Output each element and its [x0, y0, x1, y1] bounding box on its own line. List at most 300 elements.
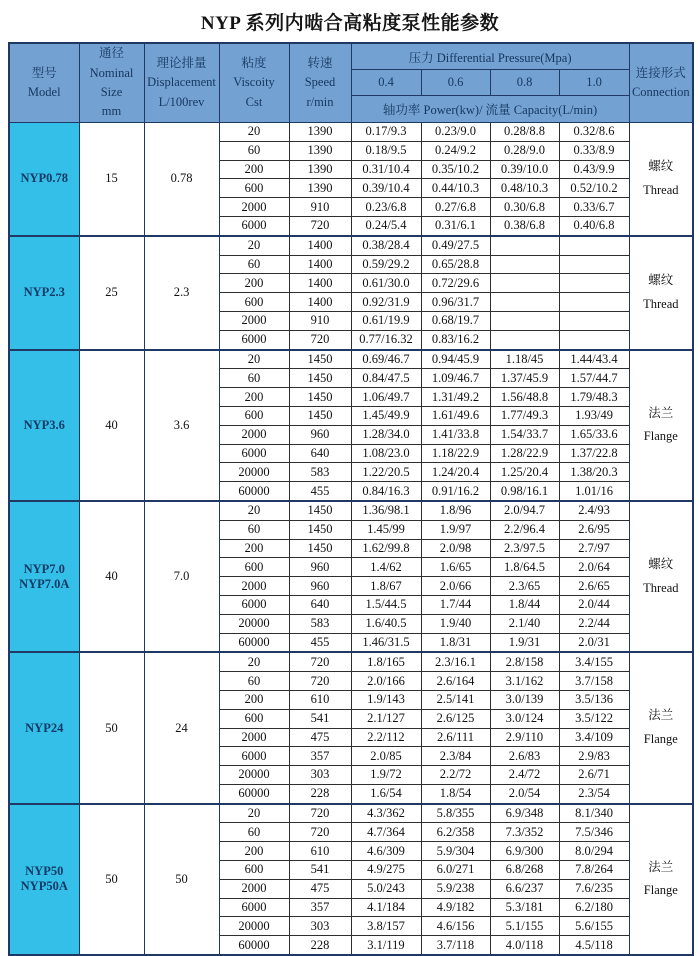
- speed-cell: 1400: [289, 255, 351, 274]
- power-capacity-cell: 2.6/125: [421, 709, 490, 728]
- power-capacity-cell: 0.30/6.8: [490, 198, 559, 217]
- viscosity-cell: 200: [219, 160, 289, 179]
- speed-cell: 1450: [289, 350, 351, 369]
- power-capacity-cell: 3.1/162: [490, 672, 559, 691]
- power-capacity-cell: 2.8/158: [490, 652, 559, 671]
- power-capacity-cell: 0.27/6.8: [421, 198, 490, 217]
- power-capacity-cell: 1.6/65: [421, 558, 490, 577]
- power-capacity-cell: 6.8/268: [490, 861, 559, 880]
- speed-cell: 1450: [289, 520, 351, 539]
- power-capacity-cell: 0.28/8.8: [490, 123, 559, 142]
- power-capacity-cell: 1.93/49: [559, 406, 629, 425]
- power-capacity-cell: [490, 274, 559, 293]
- header-model: [9, 43, 79, 123]
- viscosity-cell: 2000: [219, 577, 289, 596]
- power-capacity-cell: [559, 330, 629, 349]
- power-capacity-cell: 1.08/23.0: [351, 444, 421, 463]
- power-capacity-cell: 1.77/49.3: [490, 406, 559, 425]
- speed-cell: 583: [289, 614, 351, 633]
- power-capacity-cell: 6.0/271: [421, 861, 490, 880]
- speed-cell: 640: [289, 595, 351, 614]
- power-capacity-cell: [490, 293, 559, 312]
- power-capacity-cell: 0.65/28.8: [421, 255, 490, 274]
- power-capacity-cell: 0.49/27.5: [421, 236, 490, 255]
- power-capacity-cell: 7.3/352: [490, 823, 559, 842]
- power-capacity-cell: 0.61/30.0: [351, 274, 421, 293]
- speed-cell: 910: [289, 198, 351, 217]
- power-capacity-cell: 1.8/165: [351, 652, 421, 671]
- speed-cell: 583: [289, 463, 351, 482]
- power-capacity-cell: 1.09/46.7: [421, 369, 490, 388]
- speed-cell: 1450: [289, 406, 351, 425]
- header-model-zh: 型号: [31, 65, 57, 80]
- header-displacement-unit: L/100rev: [158, 94, 205, 109]
- speed-cell: 610: [289, 842, 351, 861]
- speed-cell: 1400: [289, 274, 351, 293]
- power-capacity-cell: 5.3/181: [490, 898, 559, 917]
- viscosity-cell: 2000: [219, 425, 289, 444]
- header-model-en: Model: [27, 85, 61, 99]
- header-row-1: [9, 43, 693, 70]
- power-capacity-cell: 2.6/83: [490, 747, 559, 766]
- speed-cell: 228: [289, 784, 351, 803]
- viscosity-cell: 6000: [219, 330, 289, 349]
- viscosity-cell: 600: [219, 709, 289, 728]
- power-capacity-cell: 2.6/111: [421, 728, 490, 747]
- power-capacity-cell: 0.39/10.4: [351, 179, 421, 198]
- power-capacity-cell: 6.9/348: [490, 804, 559, 823]
- speed-cell: 960: [289, 577, 351, 596]
- power-capacity-cell: 1.18/45: [490, 350, 559, 369]
- power-capacity-cell: [490, 255, 559, 274]
- power-capacity-cell: 3.0/139: [490, 690, 559, 709]
- power-capacity-cell: 1.25/20.4: [490, 463, 559, 482]
- viscosity-cell: 60: [219, 520, 289, 539]
- viscosity-cell: 6000: [219, 216, 289, 235]
- power-capacity-cell: 5.8/355: [421, 804, 490, 823]
- viscosity-cell: 60: [219, 672, 289, 691]
- power-capacity-cell: 1.79/48.3: [559, 388, 629, 407]
- power-capacity-cell: 0.38/28.4: [351, 236, 421, 255]
- power-capacity-cell: 2.3/16.1: [421, 652, 490, 671]
- header-viscosity: [219, 43, 289, 123]
- speed-cell: 1450: [289, 539, 351, 558]
- speed-cell: 1450: [289, 388, 351, 407]
- power-capacity-cell: 3.7/118: [421, 936, 490, 955]
- power-capacity-cell: 1.8/67: [351, 577, 421, 596]
- power-capacity-cell: 2.2/44: [559, 614, 629, 633]
- header-pressure-1.0: 1.0: [559, 70, 629, 96]
- displacement-cell: 0.78: [144, 123, 219, 236]
- power-capacity-cell: 0.31/10.4: [351, 160, 421, 179]
- power-capacity-cell: 3.8/157: [351, 917, 421, 936]
- viscosity-cell: 60000: [219, 784, 289, 803]
- power-capacity-cell: 1.22/20.5: [351, 463, 421, 482]
- power-capacity-cell: 1.41/33.8: [421, 425, 490, 444]
- power-capacity-cell: 3.5/136: [559, 690, 629, 709]
- viscosity-cell: 20000: [219, 463, 289, 482]
- power-capacity-cell: 1.4/62: [351, 558, 421, 577]
- viscosity-cell: 20: [219, 652, 289, 671]
- viscosity-cell: 20000: [219, 614, 289, 633]
- header-displacement: [144, 43, 219, 123]
- header-nominal-zh: 通径: [98, 46, 124, 61]
- power-capacity-cell: 0.28/9.0: [490, 141, 559, 160]
- viscosity-cell: 200: [219, 274, 289, 293]
- speed-cell: 720: [289, 672, 351, 691]
- model-cell: NYP7.0 NYP7.0A: [9, 501, 79, 652]
- power-capacity-cell: 2.0/94.7: [490, 501, 559, 520]
- power-capacity-cell: 2.3/54: [559, 784, 629, 803]
- viscosity-cell: 6000: [219, 595, 289, 614]
- power-capacity-cell: 0.48/10.3: [490, 179, 559, 198]
- power-capacity-cell: 1.38/20.3: [559, 463, 629, 482]
- model-cell: NYP2.3: [9, 236, 79, 350]
- speed-cell: 610: [289, 690, 351, 709]
- power-capacity-cell: 1.45/49.9: [351, 406, 421, 425]
- viscosity-cell: 20: [219, 804, 289, 823]
- power-capacity-cell: 1.8/54: [421, 784, 490, 803]
- power-capacity-cell: 1.06/49.7: [351, 388, 421, 407]
- connection-cell: 螺纹 Thread: [629, 501, 693, 652]
- viscosity-cell: 2000: [219, 311, 289, 330]
- power-capacity-cell: 0.24/9.2: [421, 141, 490, 160]
- power-capacity-cell: [490, 236, 559, 255]
- speed-cell: 228: [289, 936, 351, 955]
- header-speed-unit: r/min: [306, 94, 334, 109]
- power-capacity-cell: 1.46/31.5: [351, 633, 421, 652]
- power-capacity-cell: 1.6/40.5: [351, 614, 421, 633]
- table-row: [9, 350, 693, 369]
- power-capacity-cell: 0.52/10.2: [559, 179, 629, 198]
- power-capacity-cell: [559, 311, 629, 330]
- model-cell: NYP3.6: [9, 350, 79, 501]
- power-capacity-cell: 4.6/309: [351, 842, 421, 861]
- power-capacity-cell: 2.0/66: [421, 577, 490, 596]
- power-capacity-cell: 0.77/16.32: [351, 330, 421, 349]
- speed-cell: 720: [289, 216, 351, 235]
- viscosity-cell: 2000: [219, 198, 289, 217]
- speed-cell: 541: [289, 861, 351, 880]
- speed-cell: 910: [289, 311, 351, 330]
- viscosity-cell: 20: [219, 236, 289, 255]
- power-capacity-cell: 2.4/93: [559, 501, 629, 520]
- power-capacity-cell: 3.7/158: [559, 672, 629, 691]
- power-capacity-cell: 0.43/9.9: [559, 160, 629, 179]
- header-nominal-unit: mm: [101, 104, 122, 119]
- viscosity-cell: 60: [219, 141, 289, 160]
- header-speed-en: Speed: [304, 75, 336, 90]
- power-capacity-cell: 0.84/16.3: [351, 482, 421, 501]
- nominal-size-cell: 50: [79, 652, 144, 803]
- power-capacity-cell: 0.83/16.2: [421, 330, 490, 349]
- power-capacity-cell: 3.4/155: [559, 652, 629, 671]
- nominal-size-cell: 15: [79, 123, 144, 236]
- connection-cell: 法兰 Flange: [629, 350, 693, 501]
- power-capacity-cell: 2.9/83: [559, 747, 629, 766]
- viscosity-cell: 60000: [219, 633, 289, 652]
- viscosity-cell: 2000: [219, 879, 289, 898]
- power-capacity-cell: 4.9/182: [421, 898, 490, 917]
- viscosity-cell: 20000: [219, 917, 289, 936]
- power-capacity-cell: 6.6/237: [490, 879, 559, 898]
- speed-cell: 303: [289, 917, 351, 936]
- power-capacity-cell: [559, 236, 629, 255]
- power-capacity-cell: 1.37/45.9: [490, 369, 559, 388]
- nominal-size-cell: 25: [79, 236, 144, 350]
- power-capacity-cell: 1.7/44: [421, 595, 490, 614]
- power-capacity-cell: 2.9/110: [490, 728, 559, 747]
- power-capacity-cell: 0.35/10.2: [421, 160, 490, 179]
- power-capacity-cell: 0.96/31.7: [421, 293, 490, 312]
- power-capacity-cell: 2.0/44: [559, 595, 629, 614]
- viscosity-cell: 200: [219, 539, 289, 558]
- power-capacity-cell: 0.18/9.5: [351, 141, 421, 160]
- power-capacity-cell: 1.01/16: [559, 482, 629, 501]
- power-capacity-cell: 2.0/54: [490, 784, 559, 803]
- speed-cell: 1390: [289, 123, 351, 142]
- power-capacity-cell: 2.2/72: [421, 766, 490, 785]
- nominal-size-cell: 40: [79, 350, 144, 501]
- power-capacity-cell: 0.92/31.9: [351, 293, 421, 312]
- header-nominal-size: [79, 43, 144, 123]
- speed-cell: 720: [289, 330, 351, 349]
- viscosity-cell: 200: [219, 690, 289, 709]
- viscosity-cell: 600: [219, 179, 289, 198]
- power-capacity-cell: 3.5/122: [559, 709, 629, 728]
- speed-cell: 640: [289, 444, 351, 463]
- connection-cell: 法兰 Flange: [629, 804, 693, 955]
- table-body: [9, 123, 693, 956]
- power-capacity-cell: 2.2/96.4: [490, 520, 559, 539]
- power-capacity-cell: [559, 274, 629, 293]
- table-row: [9, 236, 693, 255]
- speed-cell: 720: [289, 652, 351, 671]
- header-displacement-zh: 理论排量: [156, 55, 207, 70]
- power-capacity-cell: 3.0/124: [490, 709, 559, 728]
- speed-cell: 541: [289, 709, 351, 728]
- power-capacity-cell: 6.9/300: [490, 842, 559, 861]
- header-viscosity-zh: 粘度: [241, 55, 267, 70]
- header-power-capacity: 轴功率 Power(kw)/ 流量 Capacity(L/min): [351, 96, 629, 123]
- page-title: NYP 系列内啮合高粘度泵性能参数: [200, 13, 500, 34]
- power-capacity-cell: 2.2/112: [351, 728, 421, 747]
- speed-cell: 1400: [289, 293, 351, 312]
- nominal-size-cell: 50: [79, 804, 144, 955]
- power-capacity-cell: 2.6/164: [421, 672, 490, 691]
- power-capacity-cell: 1.37/22.8: [559, 444, 629, 463]
- speed-cell: 303: [289, 766, 351, 785]
- power-capacity-cell: 1.6/54: [351, 784, 421, 803]
- power-capacity-cell: 1.62/99.8: [351, 539, 421, 558]
- header-displacement-en: Displacement: [147, 75, 216, 90]
- power-capacity-cell: 2.5/141: [421, 690, 490, 709]
- header-viscosity-unit: Cst: [245, 94, 263, 109]
- power-capacity-cell: 1.28/34.0: [351, 425, 421, 444]
- header-connection-zh: 连接形式: [635, 65, 686, 80]
- nominal-size-cell: 40: [79, 501, 144, 652]
- table-row: [9, 501, 693, 520]
- power-capacity-cell: 0.59/29.2: [351, 255, 421, 274]
- viscosity-cell: 60000: [219, 482, 289, 501]
- power-capacity-cell: 1.9/40: [421, 614, 490, 633]
- power-capacity-cell: 2.1/40: [490, 614, 559, 633]
- power-capacity-cell: [490, 311, 559, 330]
- header-pressure-group: 压力 Differential Pressure(Mpa): [351, 43, 629, 70]
- power-capacity-cell: 2.6/65: [559, 577, 629, 596]
- power-capacity-cell: 0.98/16.1: [490, 482, 559, 501]
- power-capacity-cell: 1.9/72: [351, 766, 421, 785]
- power-capacity-cell: 2.3/65: [490, 577, 559, 596]
- viscosity-cell: 6000: [219, 898, 289, 917]
- power-capacity-cell: 0.23/9.0: [421, 123, 490, 142]
- connection-cell: 螺纹 Thread: [629, 236, 693, 350]
- power-capacity-cell: 2.6/71: [559, 766, 629, 785]
- model-cell: NYP24: [9, 652, 79, 803]
- speed-cell: 1450: [289, 369, 351, 388]
- viscosity-cell: 20: [219, 123, 289, 142]
- power-capacity-cell: 4.3/362: [351, 804, 421, 823]
- viscosity-cell: 600: [219, 558, 289, 577]
- viscosity-cell: 600: [219, 861, 289, 880]
- power-capacity-cell: 0.38/6.8: [490, 216, 559, 235]
- speed-cell: 475: [289, 728, 351, 747]
- power-capacity-cell: [559, 293, 629, 312]
- header-pressure-0.8: 0.8: [490, 70, 559, 96]
- power-capacity-cell: 0.84/47.5: [351, 369, 421, 388]
- model-cell: NYP0.78: [9, 123, 79, 236]
- power-capacity-cell: 4.6/156: [421, 917, 490, 936]
- speed-cell: 960: [289, 425, 351, 444]
- speed-cell: 455: [289, 482, 351, 501]
- power-capacity-cell: 3.4/109: [559, 728, 629, 747]
- power-capacity-cell: 1.18/22.9: [421, 444, 490, 463]
- header-connection: [629, 43, 693, 123]
- speed-cell: 720: [289, 804, 351, 823]
- displacement-cell: 3.6: [144, 350, 219, 501]
- viscosity-cell: 200: [219, 388, 289, 407]
- performance-table: [8, 42, 694, 956]
- power-capacity-cell: 4.1/184: [351, 898, 421, 917]
- table-row: [9, 123, 693, 142]
- power-capacity-cell: 2.4/72: [490, 766, 559, 785]
- viscosity-cell: 60: [219, 823, 289, 842]
- power-capacity-cell: 1.36/98.1: [351, 501, 421, 520]
- power-capacity-cell: 5.9/238: [421, 879, 490, 898]
- power-capacity-cell: 4.9/275: [351, 861, 421, 880]
- power-capacity-cell: 7.6/235: [559, 879, 629, 898]
- speed-cell: 1390: [289, 141, 351, 160]
- power-capacity-cell: 1.28/22.9: [490, 444, 559, 463]
- power-capacity-cell: 2.6/95: [559, 520, 629, 539]
- speed-cell: 1450: [289, 501, 351, 520]
- power-capacity-cell: 2.3/97.5: [490, 539, 559, 558]
- power-capacity-cell: 0.91/16.2: [421, 482, 490, 501]
- power-capacity-cell: 1.8/44: [490, 595, 559, 614]
- power-capacity-cell: 1.45/99: [351, 520, 421, 539]
- speed-cell: 357: [289, 747, 351, 766]
- table-row: [9, 652, 693, 671]
- displacement-cell: 24: [144, 652, 219, 803]
- speed-cell: 1390: [289, 179, 351, 198]
- power-capacity-cell: 0.72/29.6: [421, 274, 490, 293]
- power-capacity-cell: 3.1/119: [351, 936, 421, 955]
- header-speed-zh: 转速: [307, 55, 333, 70]
- power-capacity-cell: 2.1/127: [351, 709, 421, 728]
- power-capacity-cell: [490, 330, 559, 349]
- power-capacity-cell: 0.40/6.8: [559, 216, 629, 235]
- table-row: [9, 804, 693, 823]
- power-capacity-cell: 1.56/48.8: [490, 388, 559, 407]
- speed-cell: 960: [289, 558, 351, 577]
- power-capacity-cell: 4.7/364: [351, 823, 421, 842]
- power-capacity-cell: 1.9/97: [421, 520, 490, 539]
- power-capacity-cell: 0.24/5.4: [351, 216, 421, 235]
- viscosity-cell: 6000: [219, 444, 289, 463]
- power-capacity-cell: 0.17/9.3: [351, 123, 421, 142]
- connection-cell: 螺纹 Thread: [629, 123, 693, 236]
- power-capacity-cell: 4.5/118: [559, 936, 629, 955]
- viscosity-cell: 20: [219, 501, 289, 520]
- header-pressure-0.4: 0.4: [351, 70, 421, 96]
- viscosity-cell: 20: [219, 350, 289, 369]
- power-capacity-cell: 6.2/180: [559, 898, 629, 917]
- power-capacity-cell: 2.7/97: [559, 539, 629, 558]
- power-capacity-cell: 0.31/6.1: [421, 216, 490, 235]
- power-capacity-cell: 5.0/243: [351, 879, 421, 898]
- header-speed: [289, 43, 351, 123]
- power-capacity-cell: 1.9/31: [490, 633, 559, 652]
- power-capacity-cell: 1.8/31: [421, 633, 490, 652]
- power-capacity-cell: 0.61/19.9: [351, 311, 421, 330]
- power-capacity-cell: 2.0/64: [559, 558, 629, 577]
- power-capacity-cell: 1.57/44.7: [559, 369, 629, 388]
- power-capacity-cell: 5.1/155: [490, 917, 559, 936]
- connection-cell: 法兰 Flange: [629, 652, 693, 803]
- power-capacity-cell: 7.8/264: [559, 861, 629, 880]
- power-capacity-cell: 6.2/358: [421, 823, 490, 842]
- power-capacity-cell: 2.3/84: [421, 747, 490, 766]
- power-capacity-cell: 0.23/6.8: [351, 198, 421, 217]
- speed-cell: 720: [289, 823, 351, 842]
- power-capacity-cell: 1.9/143: [351, 690, 421, 709]
- power-capacity-cell: 0.33/6.7: [559, 198, 629, 217]
- viscosity-cell: 6000: [219, 747, 289, 766]
- header-viscosity-en: Viscoity: [233, 75, 275, 90]
- power-capacity-cell: 0.33/8.9: [559, 141, 629, 160]
- power-capacity-cell: [559, 255, 629, 274]
- power-capacity-cell: 1.24/20.4: [421, 463, 490, 482]
- power-capacity-cell: 1.8/64.5: [490, 558, 559, 577]
- power-capacity-cell: 0.68/19.7: [421, 311, 490, 330]
- header-nominal-en: Nominal Size: [89, 65, 134, 99]
- power-capacity-cell: 2.0/166: [351, 672, 421, 691]
- header-pressure-0.6: 0.6: [421, 70, 490, 96]
- viscosity-cell: 2000: [219, 728, 289, 747]
- power-capacity-cell: 1.65/33.6: [559, 425, 629, 444]
- header-connection-en: Connection: [631, 85, 690, 99]
- power-capacity-cell: 2.0/98: [421, 539, 490, 558]
- power-capacity-cell: 1.8/96: [421, 501, 490, 520]
- viscosity-cell: 200: [219, 842, 289, 861]
- power-capacity-cell: 0.44/10.3: [421, 179, 490, 198]
- model-cell: NYP50 NYP50A: [9, 804, 79, 955]
- power-capacity-cell: 5.9/304: [421, 842, 490, 861]
- power-capacity-cell: 2.0/31: [559, 633, 629, 652]
- viscosity-cell: 600: [219, 293, 289, 312]
- viscosity-cell: 60: [219, 255, 289, 274]
- speed-cell: 1400: [289, 236, 351, 255]
